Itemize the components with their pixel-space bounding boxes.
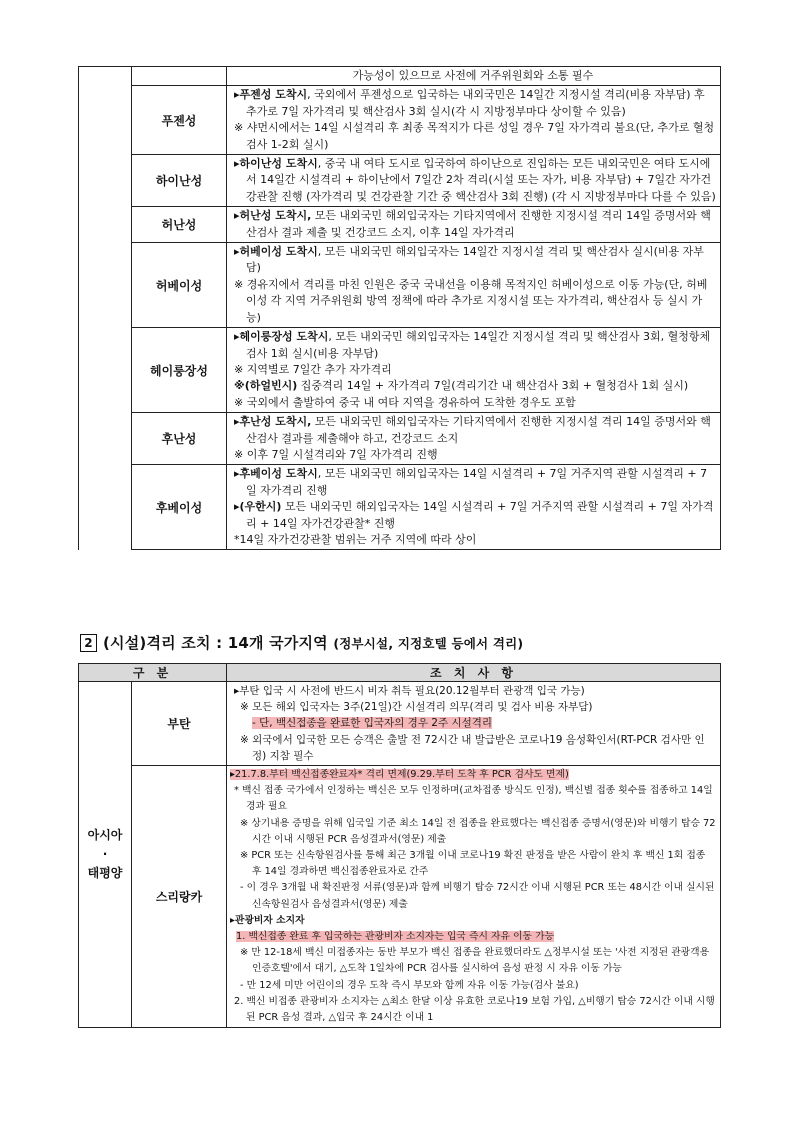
province-name: 후난성 — [132, 413, 227, 465]
section-heading: (시설)격리 조치 : 14개 국가지역 — [103, 634, 328, 652]
highlighted-text: 1. 백신접종 완료 후 입국하는 관광비자 소지자는 입국 즉시 자유 이동 가능 — [236, 931, 555, 943]
province-measures: ▸허난성 도착시, 모든 내외국민 해외입국자는 기타지역에서 진행한 지정시설 격리 14일 증명서와 핵산검사 결과 제출 및 건강코드 소지, 이후 14일 자가격리 — [227, 207, 721, 243]
region-line: 태평양 — [87, 866, 123, 881]
continuation-text: 가능성이 있으므로 사전에 거주위원회와 소통 필수 — [227, 67, 721, 86]
province-name: 허베이성 — [132, 243, 227, 328]
region-line: · — [102, 847, 108, 862]
province-name: 헤이룽장성 — [132, 328, 227, 413]
region-line: 아시아 — [87, 828, 123, 843]
province-name: 하이난성 — [132, 155, 227, 207]
highlighted-text: - 단, 백신접종을 완료한 입국자의 경우 2주 시설격리 — [252, 717, 493, 730]
region-cell — [79, 682, 132, 1028]
highlighted-text: ▸21.7.8.부터 백신접종완료자* 격리 면제(9.29.부터 도착 후 PCR 검사도 면제) — [230, 769, 569, 781]
province-name: 푸젠성 — [132, 86, 227, 155]
province-measures: ▸후난성 도착시, 모든 내외국민 해외입국자는 기타지역에서 진행한 지정시설 격리 14일 증명서와 핵산검사 결과를 제출해야 하고, 건강코드 소지 ※ 이후 7일 시설격리와 7일 자가격리 진행 — [227, 413, 721, 465]
region-cell-blank — [79, 67, 132, 550]
header-category: 구 분 — [79, 664, 227, 682]
country-measures: ▸21.7.8.부터 백신접종완료자* 격리 면제(9.29.부터 도착 후 PCR 검사도 면제) * 백신 접종 국가에서 인정하는 백신은 모두 인정하며(교차접종 방식도 인정), 백신별 접종 횟수를 접종하고 14일 경과 필요 ※ 상기내용 증명을 위해 입국일 기준 최소 14일 전 접종을 완료했다는 백신접종 증명서(영문)와 비행기 탑승 72시간 이내 시행된 PCR 음성결과서(영문) 제출 ※ PCR 또는 신속항원검사를 통해 최근 3개월 이내 코로나19 확진 판정을 받은 사람이 완치 후 백신 1회 접종 후 14일 경과하면 백신접종완료자로 간주 - 이 경우 3개월 내 확진판정 서류(영문)과 함께 비행기 탑승 72시간 이내 시행된 PCR 또는 48시간 이내 실시된 신속항원검사 음성결과서(영문) 제출 ▸관광비자 소지자 1. 백신접종 완료 후 입국하는 관광비자 소지자는 입국 즉시 자유 이동 가능 ※ 만 12-18세 백신 미접종자는 동반 부모가 백신 접종을 완료했더라도 △정부시설 또는 '사전 지정된 관광객용 인증호텔'에서 대기, △도착 1일차에 PCR 검사를 실시하여 음성 판정 시 자유 이동 가능 - 만 12세 미만 어린이의 경우 도착 즉시 부모와 함께 자유 이동 가능(검사 불요) 2. 백신 비접종 관광비자 소지자는 △최소 한달 이상 유효한 코로나19 보험 가입, △비행기 탑승 72시간 이내 시행된 PCR 음성 결과, △입국 후 24시간 이내 1 — [227, 766, 721, 1028]
province-table — [78, 66, 721, 550]
province-name: 후베이성 — [132, 465, 227, 550]
province-measures: ▸하이난성 도착시, 중국 내 여타 도시로 입국하여 하이난으로 진입하는 모든 내외국민은 여타 도시에서 14일간 시설격리 + 하이난에서 7일간 2차 격리(시설 또는 자가, 비용 자부담) + 7일간 자가건강관찰 진행 (자가격리 및 건강관찰 기간 중 핵산검사 3회 진행) (각 시 지방정부마다 다를 수 있음) — [227, 155, 721, 207]
province-measures: ▸후베이성 도착시, 모든 내외국민 해외입국자는 14일 시설격리 + 7일 거주지역 관할 시설격리 + 7일 자가격리 진행 ▸(우한시) 모든 내외국민 해외입국자는 14일 시설격리 + 7일 거주지역 관할 시설격리 + 7일 자가격리 + 14일 자가건강관찰* 진행 *14일 자가건강관찰 범위는 거주 지역에 따라 상이 — [227, 465, 721, 550]
province-name: 허난성 — [132, 207, 227, 243]
country-table — [78, 663, 721, 1028]
province-measures: ▸허베이성 도착시, 모든 내외국민 해외입국자는 14일간 지정시설 격리 및 핵산검사 실시(비용 자부담) ※ 경유지에서 격리를 마친 인원은 중국 국내선을 이용해 목적지인 허베이성으로 이동 가능(단, 허베이성 각 지역 거주위원회 방역 정책에 따라 추가로 지정시설 또는 자가격리, 핵산검사 등 실시 가능) — [227, 243, 721, 328]
province-measures: ▸헤이룽장성 도착시, 모든 내외국민 해외입국자는 14일간 지정시설 격리 및 핵산검사 3회, 혈청항체검사 1회 실시(비용 자부담) ※ 지역별로 7일간 추가 자가격리 ※(하얼빈시) 집중격리 14일 + 자가격리 7일(격리기간 내 핵산검사 3회 + 혈청검사 1회 실시) ※ 국외에서 출발하여 중국 내 여타 지역을 경유하여 도착한 경우도 포함 — [227, 328, 721, 413]
header-measures: 조 치 사 항 — [227, 664, 721, 682]
section-subtitle: (정부시설, 지정호텔 등에서 격리) — [333, 636, 524, 651]
country-name: 부탄 — [132, 682, 227, 766]
blank-name-cell — [132, 67, 227, 86]
section-number: 2 — [80, 634, 97, 652]
country-measures: ▸부탄 입국 시 사전에 반드시 비자 취득 필요(20.12월부터 관광객 입국 가능) ※ 모든 해외 입국자는 3주(21일)간 시설격리 의무(격리 및 검사 비용 자부담) - 단, 백신접종을 완료한 입국자의 경우 2주 시설격리 ※ 외국에서 입국한 모든 승객은 출발 전 72시간 내 발급받은 코로나19 음성확인서(RT-PCR 검사만 인정) 지참 필수 — [227, 682, 721, 766]
province-measures: ▸푸젠성 도착시, 국외에서 푸젠성으로 입국하는 내외국민은 14일간 지정시설 격리(비용 자부담) 후 추가로 7일 자가격리 및 핵산검사 3회 실시(각 시 지방정부마다 상이할 수 있음) ※ 샤먼시에서는 14일 시설격리 후 최종 목적지가 다른 성일 경우 7일 자가격리 불요(단, 추가로 혈청검사 1-2회 실시) — [227, 86, 721, 155]
country-name: 스리랑카 — [132, 766, 227, 1028]
section-title — [80, 632, 523, 653]
